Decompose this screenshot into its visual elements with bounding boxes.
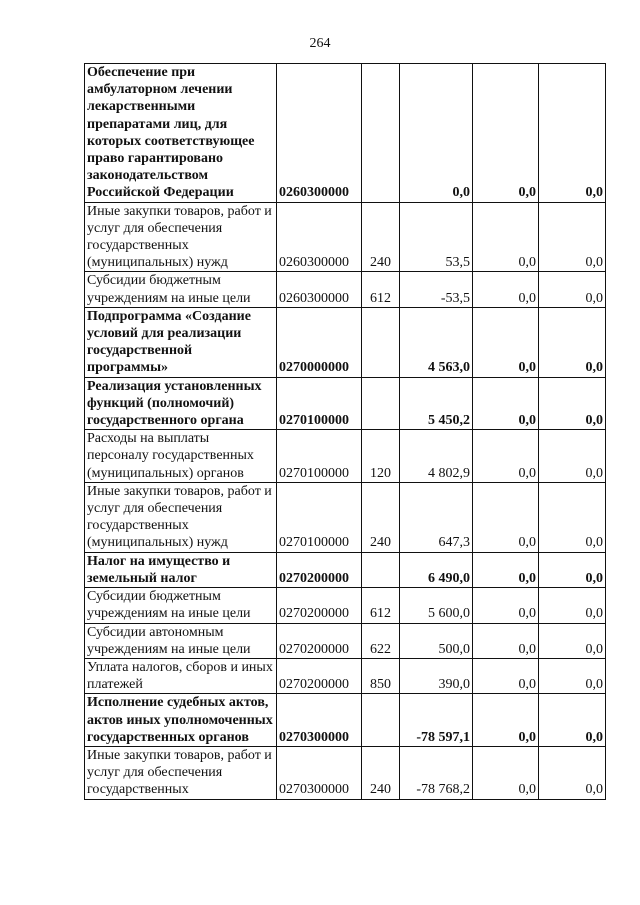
row-target-code-cell: 0260300000 <box>277 202 362 272</box>
row-amount-3-cell: 0,0 <box>539 623 606 658</box>
row-target-code-cell: 0260300000 <box>277 272 362 307</box>
row-expense-type-cell: 622 <box>362 623 400 658</box>
row-name-cell: Исполнение судебных актов, актов иных уполномоченных государственных органов <box>85 694 277 747</box>
row-amount-3-cell: 0,0 <box>539 64 606 203</box>
row-amount-2-cell: 0,0 <box>473 307 539 377</box>
row-amount-cell: 4 802,9 <box>400 430 473 483</box>
row-expense-type-cell: 240 <box>362 482 400 552</box>
row-amount-2-cell: 0,0 <box>473 377 539 430</box>
table-row <box>85 588 606 623</box>
row-amount-cell: 6 490,0 <box>400 552 473 587</box>
row-expense-type-cell: 612 <box>362 588 400 623</box>
row-name-cell: Обеспечение при амбулаторном лечении лекарственными препаратами лиц, для которых соответствующее право гарантировано законодательством Российской Федерации <box>85 64 277 203</box>
row-amount-2-cell: 0,0 <box>473 552 539 587</box>
row-amount-3-cell: 0,0 <box>539 307 606 377</box>
row-target-code-cell: 0270200000 <box>277 552 362 587</box>
row-name-cell: Налог на имущество и земельный налог <box>85 552 277 587</box>
row-target-code-cell: 0270100000 <box>277 430 362 483</box>
row-expense-type-cell: 240 <box>362 746 400 799</box>
row-name-cell: Реализация установленных функций (полномочий) государственного органа <box>85 377 277 430</box>
row-amount-2-cell: 0,0 <box>473 482 539 552</box>
row-target-code-cell: 0270000000 <box>277 307 362 377</box>
table-row <box>85 64 606 203</box>
row-amount-3-cell: 0,0 <box>539 482 606 552</box>
row-amount-2-cell: 0,0 <box>473 588 539 623</box>
row-target-code-cell: 0270200000 <box>277 623 362 658</box>
row-amount-cell: 53,5 <box>400 202 473 272</box>
row-target-code-cell: 0270300000 <box>277 746 362 799</box>
row-expense-type-cell: 612 <box>362 272 400 307</box>
row-amount-3-cell: 0,0 <box>539 588 606 623</box>
page-number: 264 <box>309 36 331 51</box>
row-expense-type-cell <box>362 552 400 587</box>
row-amount-cell: 5 450,2 <box>400 377 473 430</box>
budget-table <box>84 63 606 800</box>
row-target-code-cell: 0270200000 <box>277 588 362 623</box>
row-expense-type-cell: 120 <box>362 430 400 483</box>
row-amount-2-cell: 0,0 <box>473 623 539 658</box>
table-row <box>85 623 606 658</box>
row-name-cell: Иные закупки товаров, работ и услуг для обеспечения государственных (муниципальных) нужд <box>85 482 277 552</box>
row-amount-2-cell: 0,0 <box>473 202 539 272</box>
row-amount-3-cell: 0,0 <box>539 202 606 272</box>
row-amount-cell: 500,0 <box>400 623 473 658</box>
row-expense-type-cell: 850 <box>362 658 400 693</box>
row-amount-cell: 390,0 <box>400 658 473 693</box>
row-target-code-cell: 0260300000 <box>277 64 362 203</box>
table-row <box>85 694 606 747</box>
table-row <box>85 658 606 693</box>
row-expense-type-cell <box>362 64 400 203</box>
table-row <box>85 307 606 377</box>
row-amount-3-cell: 0,0 <box>539 658 606 693</box>
table-row <box>85 377 606 430</box>
row-name-cell: Расходы на выплаты персоналу государственных (муниципальных) органов <box>85 430 277 483</box>
row-name-cell: Иные закупки товаров, работ и услуг для обеспечения государственных <box>85 746 277 799</box>
row-amount-3-cell: 0,0 <box>539 694 606 747</box>
row-target-code-cell: 0270100000 <box>277 377 362 430</box>
row-expense-type-cell <box>362 377 400 430</box>
row-amount-2-cell: 0,0 <box>473 272 539 307</box>
row-amount-2-cell: 0,0 <box>473 694 539 747</box>
row-amount-cell: -78 768,2 <box>400 746 473 799</box>
row-amount-cell: 4 563,0 <box>400 307 473 377</box>
row-expense-type-cell <box>362 307 400 377</box>
table-row <box>85 552 606 587</box>
row-amount-cell: -53,5 <box>400 272 473 307</box>
row-amount-3-cell: 0,0 <box>539 430 606 483</box>
row-amount-2-cell: 0,0 <box>473 746 539 799</box>
row-target-code-cell: 0270300000 <box>277 694 362 747</box>
row-name-cell: Субсидии бюджетным учреждениям на иные цели <box>85 272 277 307</box>
row-amount-cell: 5 600,0 <box>400 588 473 623</box>
row-name-cell: Субсидии бюджетным учреждениям на иные цели <box>85 588 277 623</box>
row-amount-2-cell: 0,0 <box>473 658 539 693</box>
row-name-cell: Подпрограмма «Создание условий для реализации государственной программы» <box>85 307 277 377</box>
row-amount-2-cell: 0,0 <box>473 430 539 483</box>
table-row <box>85 746 606 799</box>
row-amount-cell: 0,0 <box>400 64 473 203</box>
table-row <box>85 272 606 307</box>
table-row <box>85 202 606 272</box>
row-amount-3-cell: 0,0 <box>539 552 606 587</box>
row-amount-3-cell: 0,0 <box>539 377 606 430</box>
row-name-cell: Субсидии автономным учреждениям на иные цели <box>85 623 277 658</box>
row-target-code-cell: 0270100000 <box>277 482 362 552</box>
row-target-code-cell: 0270200000 <box>277 658 362 693</box>
budget-table-body <box>85 64 606 800</box>
row-name-cell: Иные закупки товаров, работ и услуг для обеспечения государственных (муниципальных) нужд <box>85 202 277 272</box>
row-amount-cell: -78 597,1 <box>400 694 473 747</box>
table-row <box>85 430 606 483</box>
row-amount-3-cell: 0,0 <box>539 272 606 307</box>
row-name-cell: Уплата налогов, сборов и иных платежей <box>85 658 277 693</box>
row-amount-cell: 647,3 <box>400 482 473 552</box>
row-amount-3-cell: 0,0 <box>539 746 606 799</box>
row-expense-type-cell: 240 <box>362 202 400 272</box>
table-row <box>85 482 606 552</box>
row-expense-type-cell <box>362 694 400 747</box>
row-amount-2-cell: 0,0 <box>473 64 539 203</box>
